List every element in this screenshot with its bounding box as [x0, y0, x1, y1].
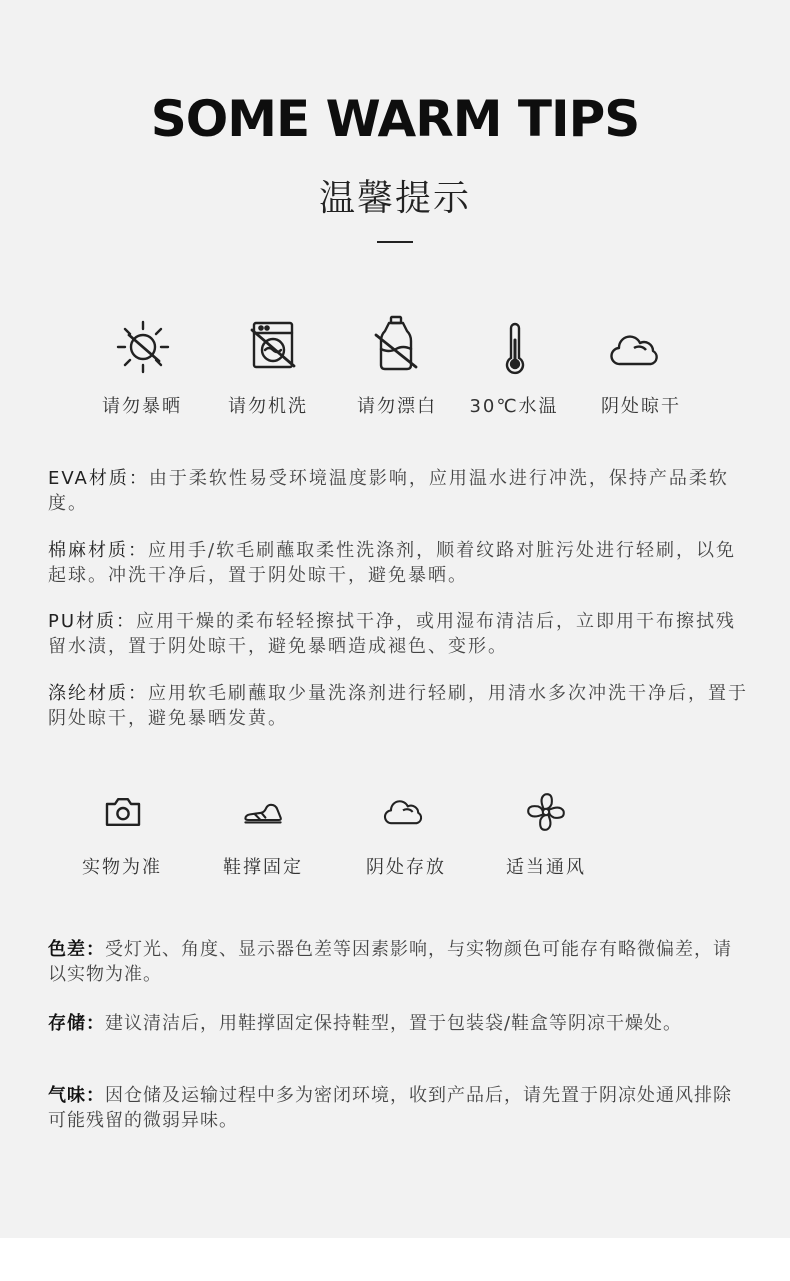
notice-label-ventilation: 适当通风 [506, 857, 586, 878]
material-text: 应用软毛刷蘸取少量洗涤剂进行轻刷，用清水多次冲洗干净后，置于阴处晾干，避免暴晒发黄。 [48, 683, 748, 729]
shoe-tree-icon [238, 788, 288, 836]
notice-text: 建议清洁后，用鞋撑固定保持鞋型，置于包装袋/鞋盒等阴凉干燥处。 [105, 1013, 683, 1034]
title-english: SOME WARM TIPS [150, 90, 640, 148]
care-label-no-bleach: 请勿漂白 [357, 396, 437, 417]
material-heading: 涤纶材质： [48, 683, 148, 704]
thermometer-icon [485, 320, 545, 380]
material-text: 应用干燥的柔布轻轻擦拭干净，或用湿布清洁后，立即用干布擦拭残留水渍，置于阴处晾干，避免暴晒造成褪色、变形。 [48, 611, 737, 657]
no-bleach-icon [366, 313, 426, 373]
no-sun-icon [113, 317, 173, 377]
fan-icon [522, 788, 570, 836]
care-label-no-machine-wash: 请勿机洗 [228, 396, 308, 417]
title-chinese: 温馨提示 [318, 178, 471, 219]
material-polyester [48, 681, 748, 731]
notice-label-actual-product: 实物为准 [82, 857, 162, 878]
notice-heading: 存储： [48, 1013, 105, 1034]
care-label-no-sun: 请勿暴晒 [102, 396, 182, 417]
notice-storage [48, 1011, 748, 1036]
camera-icon [99, 788, 147, 836]
notice-label-shade-storage: 阴处存放 [366, 857, 446, 878]
notice-color-difference [48, 937, 748, 987]
material-text: 由于柔软性易受环境温度影响，应用温水进行冲洗，保持产品柔软度。 [48, 468, 729, 514]
material-heading: PU材质： [48, 611, 137, 632]
no-machine-wash-icon [243, 316, 303, 376]
notice-text: 因仓储及运输过程中多为密闭环境，收到产品后，请先置于阴凉处通风排除可能残留的微弱异味。 [48, 1085, 732, 1131]
material-eva [48, 466, 748, 516]
material-pu [48, 609, 748, 659]
material-heading: 棉麻材质： [48, 540, 148, 561]
material-text: 应用手/软毛刷蘸取柔性洗涤剂，顺着纹路对脏污处进行轻刷，以免起球。冲洗干净后，置于阴处晾干，避免暴晒。 [48, 540, 737, 586]
cloud-icon [378, 788, 428, 836]
notice-label-shoe-tree: 鞋撑固定 [223, 857, 303, 878]
care-label-water-temp: 30℃水温 [469, 396, 559, 417]
material-cotton-linen [48, 538, 748, 588]
notice-heading: 色差： [48, 939, 105, 960]
cloud-icon [604, 322, 664, 382]
notice-odor [48, 1083, 748, 1133]
notice-text: 受灯光、角度、显示器色差等因素影响，与实物颜色可能存有略微偏差，请以实物为准。 [48, 939, 732, 985]
material-heading: EVA材质： [48, 468, 149, 489]
title-divider [377, 241, 413, 243]
care-label-shade-dry: 阴处晾干 [601, 396, 681, 417]
notice-heading: 气味： [48, 1085, 105, 1106]
